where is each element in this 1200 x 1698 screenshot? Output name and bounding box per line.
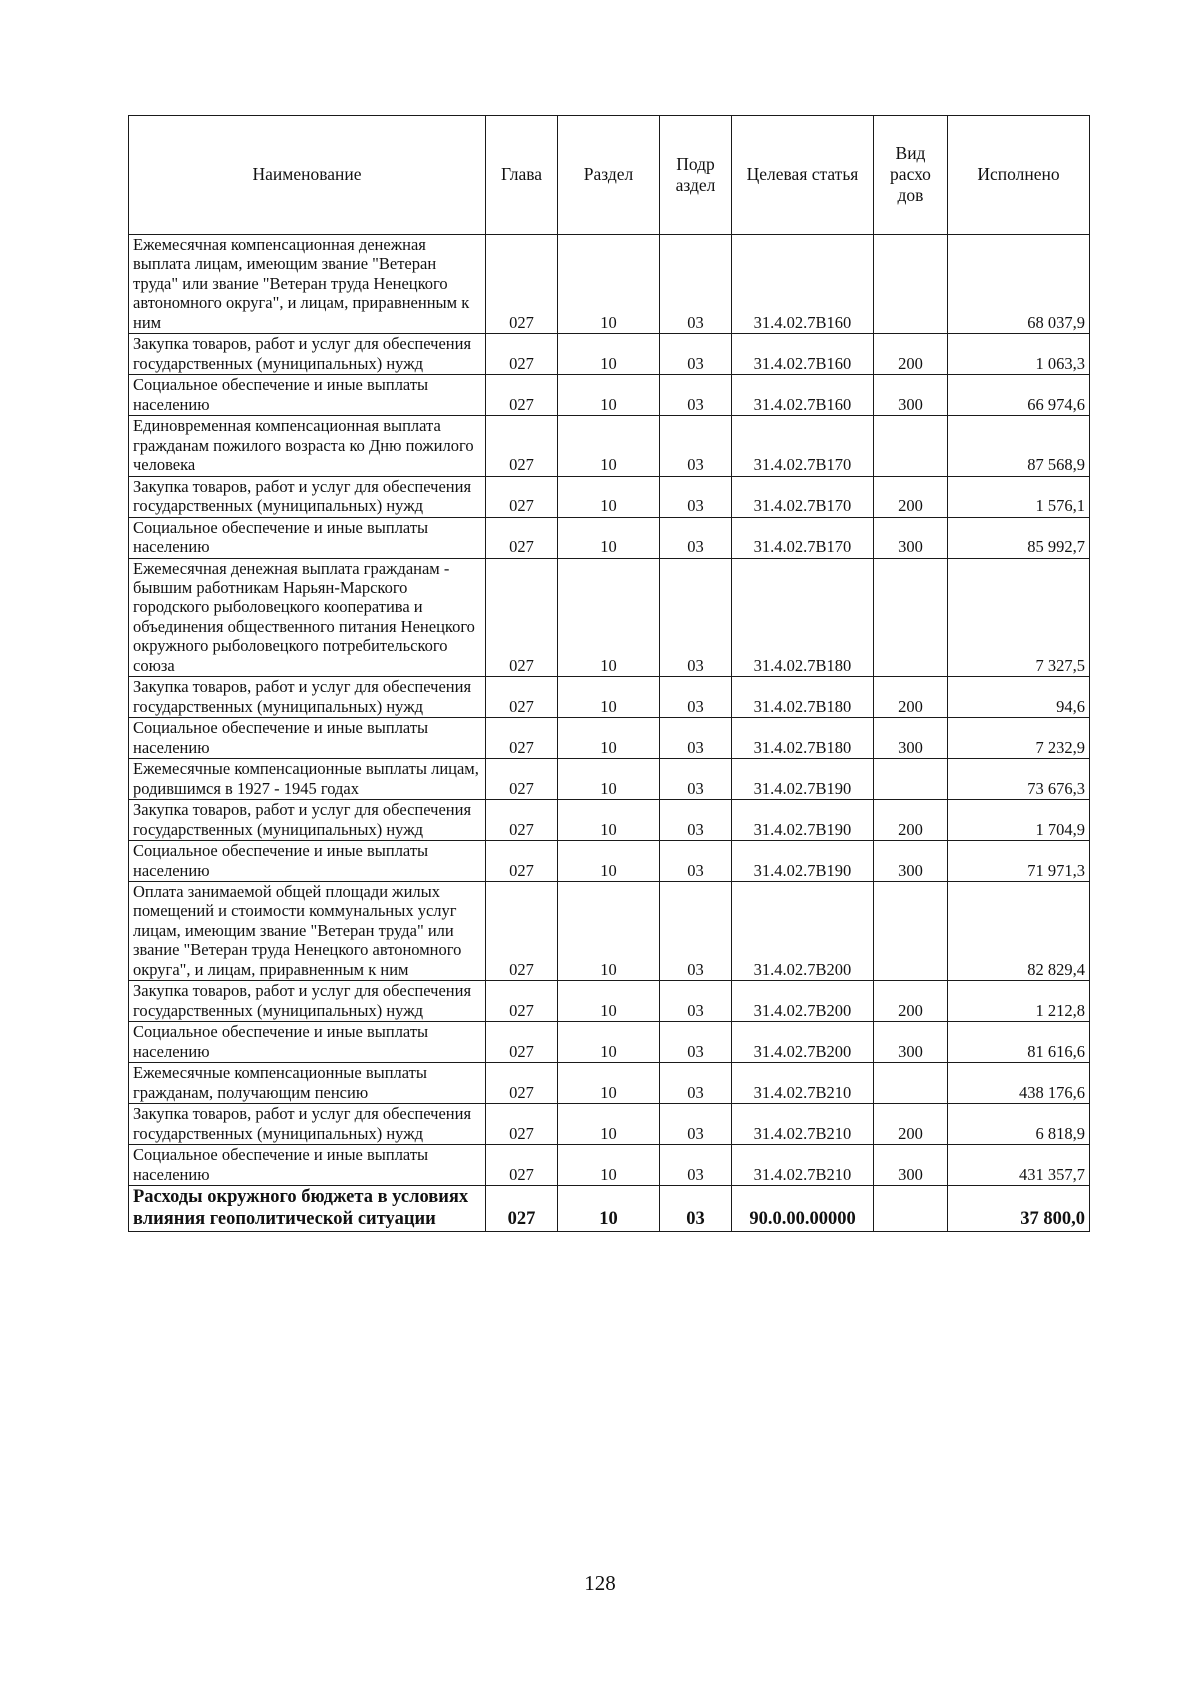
- cell-razdel: 10: [558, 517, 660, 558]
- cell-podrazdel: 03: [660, 476, 732, 517]
- page-number: 128: [584, 1571, 616, 1595]
- cell-razdel: 10: [558, 375, 660, 416]
- cell-vid-raskhodov: [874, 235, 948, 334]
- cell-razdel: 10: [558, 1145, 660, 1186]
- cell-podrazdel: 03: [660, 1063, 732, 1104]
- cell-podrazdel: 03: [660, 1145, 732, 1186]
- cell-podrazdel: 03: [660, 800, 732, 841]
- table-row: [129, 558, 1090, 677]
- cell-glava: 027: [486, 1186, 558, 1232]
- header-celevaya-statya: Целевая статья: [732, 116, 874, 235]
- cell-podrazdel: 03: [660, 375, 732, 416]
- cell-glava: 027: [486, 882, 558, 981]
- cell-name: Расходы окружного бюджета в условиях влияния геополитической ситуации: [129, 1186, 486, 1232]
- table-row: [129, 375, 1090, 416]
- cell-name: Оплата занимаемой общей площади жилых помещений и стоимости коммунальных услуг лицам, имеющим звание "Ветеран труда" или звание "Ветеран труда Ненецкого автономного округа", и лицам, приравненным к ним: [129, 882, 486, 981]
- cell-ispolneno: 82 829,4: [948, 882, 1090, 981]
- cell-razdel: 10: [558, 759, 660, 800]
- cell-podrazdel: 03: [660, 334, 732, 375]
- cell-razdel: 10: [558, 476, 660, 517]
- cell-razdel: 10: [558, 334, 660, 375]
- cell-glava: 027: [486, 759, 558, 800]
- cell-celevaya-statya: 31.4.02.7В210: [732, 1104, 874, 1145]
- cell-ispolneno: 6 818,9: [948, 1104, 1090, 1145]
- cell-glava: 027: [486, 235, 558, 334]
- cell-celevaya-statya: 31.4.02.7В210: [732, 1145, 874, 1186]
- cell-vid-raskhodov: 200: [874, 677, 948, 718]
- cell-podrazdel: 03: [660, 981, 732, 1022]
- cell-ispolneno: 1 704,9: [948, 800, 1090, 841]
- cell-razdel: 10: [558, 235, 660, 334]
- cell-glava: 027: [486, 718, 558, 759]
- cell-name: Ежемесячные компенсационные выплаты гражданам, получающим пенсию: [129, 1063, 486, 1104]
- cell-podrazdel: 03: [660, 882, 732, 981]
- table-row: [129, 1022, 1090, 1063]
- cell-celevaya-statya: 31.4.02.7В160: [732, 375, 874, 416]
- table-row: [129, 841, 1090, 882]
- cell-name: Социальное обеспечение и иные выплаты населению: [129, 1022, 486, 1063]
- cell-name: Закупка товаров, работ и услуг для обеспечения государственных (муниципальных) нужд: [129, 1104, 486, 1145]
- cell-name: Закупка товаров, работ и услуг для обеспечения государственных (муниципальных) нужд: [129, 476, 486, 517]
- cell-celevaya-statya: 31.4.02.7В170: [732, 517, 874, 558]
- table-row: [129, 677, 1090, 718]
- cell-name: Социальное обеспечение и иные выплаты населению: [129, 517, 486, 558]
- cell-razdel: 10: [558, 1186, 660, 1232]
- table-header-row: [129, 116, 1090, 235]
- cell-ispolneno: 66 974,6: [948, 375, 1090, 416]
- cell-podrazdel: 03: [660, 517, 732, 558]
- cell-ispolneno: 71 971,3: [948, 841, 1090, 882]
- table-row: [129, 882, 1090, 981]
- table-row: [129, 759, 1090, 800]
- cell-ispolneno: 81 616,6: [948, 1022, 1090, 1063]
- cell-name: Ежемесячная денежная выплата гражданам - бывшим работникам Нарьян-Марского городского рыболовецкого кооператива и объединения общественного питания Ненецкого окружного рыболовецкого потребительского союза: [129, 558, 486, 677]
- cell-vid-raskhodov: 300: [874, 1022, 948, 1063]
- cell-glava: 027: [486, 677, 558, 718]
- cell-razdel: 10: [558, 841, 660, 882]
- table-row-total: [129, 1186, 1090, 1232]
- cell-ispolneno: 68 037,9: [948, 235, 1090, 334]
- table-row: [129, 334, 1090, 375]
- table-row: [129, 718, 1090, 759]
- table-row: [129, 235, 1090, 334]
- cell-celevaya-statya: 31.4.02.7В170: [732, 476, 874, 517]
- cell-name: Социальное обеспечение и иные выплаты населению: [129, 841, 486, 882]
- cell-ispolneno: 438 176,6: [948, 1063, 1090, 1104]
- cell-name: Закупка товаров, работ и услуг для обеспечения государственных (муниципальных) нужд: [129, 800, 486, 841]
- cell-celevaya-statya: 31.4.02.7В180: [732, 718, 874, 759]
- cell-razdel: 10: [558, 677, 660, 718]
- header-razdel: Раздел: [558, 116, 660, 235]
- cell-celevaya-statya: 31.4.02.7В190: [732, 841, 874, 882]
- header-name: Наименование: [129, 116, 486, 235]
- cell-glava: 027: [486, 981, 558, 1022]
- cell-podrazdel: 03: [660, 1104, 732, 1145]
- cell-podrazdel: 03: [660, 1022, 732, 1063]
- cell-glava: 027: [486, 375, 558, 416]
- cell-ispolneno: 87 568,9: [948, 416, 1090, 476]
- cell-vid-raskhodov: [874, 558, 948, 677]
- cell-ispolneno: 1 576,1: [948, 476, 1090, 517]
- cell-ispolneno: 85 992,7: [948, 517, 1090, 558]
- cell-podrazdel: 03: [660, 235, 732, 334]
- table-row: [129, 416, 1090, 476]
- cell-razdel: 10: [558, 718, 660, 759]
- cell-celevaya-statya: 31.4.02.7В210: [732, 1063, 874, 1104]
- cell-ispolneno: 1 063,3: [948, 334, 1090, 375]
- cell-glava: 027: [486, 800, 558, 841]
- cell-name: Закупка товаров, работ и услуг для обеспечения государственных (муниципальных) нужд: [129, 677, 486, 718]
- cell-ispolneno: 73 676,3: [948, 759, 1090, 800]
- cell-ispolneno: 94,6: [948, 677, 1090, 718]
- cell-glava: 027: [486, 1104, 558, 1145]
- cell-celevaya-statya: 31.4.02.7В200: [732, 981, 874, 1022]
- cell-vid-raskhodov: 300: [874, 718, 948, 759]
- cell-razdel: 10: [558, 1104, 660, 1145]
- cell-podrazdel: 03: [660, 841, 732, 882]
- cell-ispolneno: 7 232,9: [948, 718, 1090, 759]
- cell-celevaya-statya: 31.4.02.7В200: [732, 1022, 874, 1063]
- cell-podrazdel: 03: [660, 677, 732, 718]
- cell-glava: 027: [486, 558, 558, 677]
- table-body: [129, 235, 1090, 1232]
- cell-name: Единовременная компенсационная выплата гражданам пожилого возраста ко Дню пожилого человека: [129, 416, 486, 476]
- cell-glava: 027: [486, 1063, 558, 1104]
- cell-podrazdel: 03: [660, 416, 732, 476]
- cell-vid-raskhodov: [874, 416, 948, 476]
- cell-razdel: 10: [558, 981, 660, 1022]
- cell-razdel: 10: [558, 882, 660, 981]
- header-vid-raskhodov: Вид расхо дов: [874, 116, 948, 235]
- table-row: [129, 1063, 1090, 1104]
- cell-glava: 027: [486, 334, 558, 375]
- table-row: [129, 517, 1090, 558]
- cell-vid-raskhodov: [874, 1186, 948, 1232]
- cell-podrazdel: 03: [660, 1186, 732, 1232]
- cell-vid-raskhodov: [874, 882, 948, 981]
- cell-celevaya-statya: 31.4.02.7В180: [732, 558, 874, 677]
- cell-name: Социальное обеспечение и иные выплаты населению: [129, 1145, 486, 1186]
- header-ispolneno: Исполнено: [948, 116, 1090, 235]
- cell-glava: 027: [486, 841, 558, 882]
- cell-vid-raskhodov: [874, 1063, 948, 1104]
- cell-vid-raskhodov: 300: [874, 517, 948, 558]
- cell-podrazdel: 03: [660, 558, 732, 677]
- cell-razdel: 10: [558, 1063, 660, 1104]
- cell-vid-raskhodov: 300: [874, 841, 948, 882]
- cell-vid-raskhodov: 200: [874, 800, 948, 841]
- cell-ispolneno: 1 212,8: [948, 981, 1090, 1022]
- cell-celevaya-statya: 31.4.02.7В200: [732, 882, 874, 981]
- cell-name: Закупка товаров, работ и услуг для обеспечения государственных (муниципальных) нужд: [129, 981, 486, 1022]
- cell-name: Социальное обеспечение и иные выплаты населению: [129, 375, 486, 416]
- header-glava: Глава: [486, 116, 558, 235]
- cell-vid-raskhodov: 200: [874, 476, 948, 517]
- cell-razdel: 10: [558, 416, 660, 476]
- cell-celevaya-statya: 90.0.00.00000: [732, 1186, 874, 1232]
- table-row: [129, 1104, 1090, 1145]
- cell-celevaya-statya: 31.4.02.7В160: [732, 235, 874, 334]
- cell-name: Социальное обеспечение и иные выплаты населению: [129, 718, 486, 759]
- cell-razdel: 10: [558, 800, 660, 841]
- cell-celevaya-statya: 31.4.02.7В190: [732, 800, 874, 841]
- cell-glava: 027: [486, 517, 558, 558]
- cell-vid-raskhodov: 300: [874, 1145, 948, 1186]
- cell-glava: 027: [486, 476, 558, 517]
- cell-podrazdel: 03: [660, 718, 732, 759]
- cell-celevaya-statya: 31.4.02.7В180: [732, 677, 874, 718]
- cell-vid-raskhodov: 200: [874, 981, 948, 1022]
- cell-razdel: 10: [558, 1022, 660, 1063]
- table-row: [129, 800, 1090, 841]
- table-row: [129, 1145, 1090, 1186]
- cell-glava: 027: [486, 1022, 558, 1063]
- cell-celevaya-statya: 31.4.02.7В170: [732, 416, 874, 476]
- expenditure-table: [128, 115, 1090, 1232]
- cell-glava: 027: [486, 416, 558, 476]
- cell-vid-raskhodov: 300: [874, 375, 948, 416]
- cell-razdel: 10: [558, 558, 660, 677]
- cell-name: Ежемесячная компенсационная денежная выплата лицам, имеющим звание "Ветеран труда" или звание "Ветеран труда Ненецкого автономного округа", и лицам, приравненным к ним: [129, 235, 486, 334]
- cell-name: Ежемесячные компенсационные выплаты лицам, родившимся в 1927 - 1945 годах: [129, 759, 486, 800]
- cell-name: Закупка товаров, работ и услуг для обеспечения государственных (муниципальных) нужд: [129, 334, 486, 375]
- cell-vid-raskhodov: 200: [874, 334, 948, 375]
- cell-celevaya-statya: 31.4.02.7В160: [732, 334, 874, 375]
- cell-vid-raskhodov: 200: [874, 1104, 948, 1145]
- cell-glava: 027: [486, 1145, 558, 1186]
- header-podrazdel: Подр аздел: [660, 116, 732, 235]
- cell-vid-raskhodov: [874, 759, 948, 800]
- cell-ispolneno: 7 327,5: [948, 558, 1090, 677]
- cell-podrazdel: 03: [660, 759, 732, 800]
- cell-ispolneno: 37 800,0: [948, 1186, 1090, 1232]
- cell-ispolneno: 431 357,7: [948, 1145, 1090, 1186]
- cell-celevaya-statya: 31.4.02.7В190: [732, 759, 874, 800]
- table-row: [129, 981, 1090, 1022]
- table-row: [129, 476, 1090, 517]
